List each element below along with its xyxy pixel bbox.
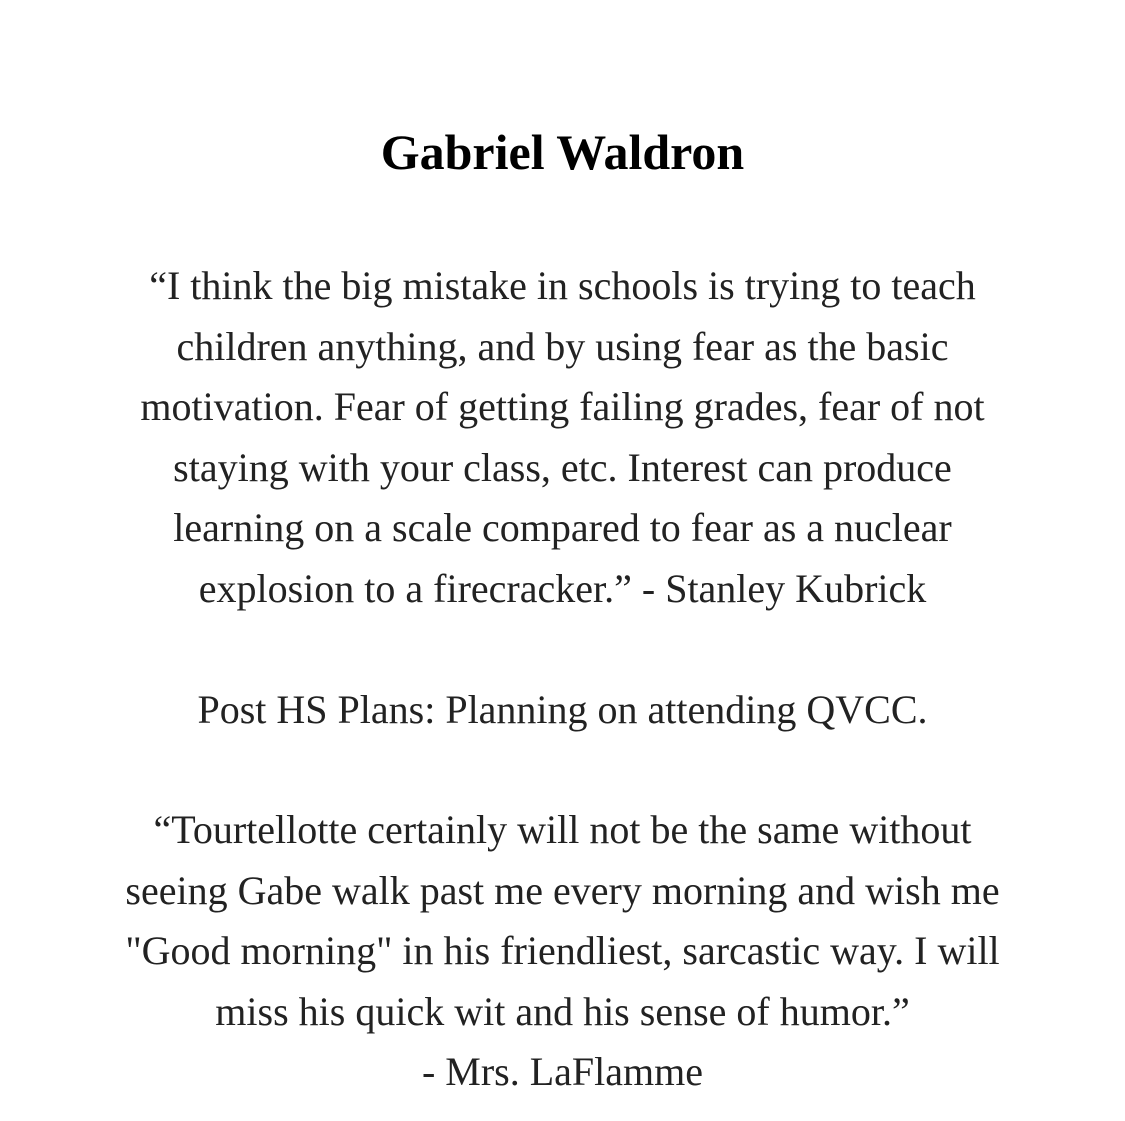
quote-line: learning on a scale compared to fear as a nuclear: [173, 505, 952, 550]
tribute-line: "Good morning" in his friendliest, sarcastic way. I will: [125, 928, 1000, 973]
tribute-line: “Tourtellotte certainly will not be the same without: [153, 807, 972, 852]
plans-text: Post HS Plans: Planning on attending QVCC.: [197, 687, 928, 732]
tribute-attribution: - Mrs. LaFlamme: [421, 1049, 704, 1094]
student-name: Gabriel Waldron: [380, 124, 745, 180]
favorite-quote: [0, 256, 1125, 619]
tribute-line: miss his quick wit and his sense of humor.”: [215, 988, 910, 1034]
post-hs-plans: [0, 680, 1125, 741]
quote-line: children anything, and by using fear as the basic: [176, 323, 949, 369]
tribute-line: seeing Gabe walk past me every morning and wish me: [125, 867, 1000, 913]
teacher-tribute: [0, 800, 1125, 1103]
quote-line: “I think the big mistake in schools is trying to teach: [149, 263, 976, 308]
quote-line: explosion to a firecracker.” - Stanley Kubrick: [198, 565, 927, 611]
quote-line: staying with your class, etc. Interest can produce: [173, 444, 952, 490]
quote-line: motivation. Fear of getting failing grades, fear of not: [140, 384, 985, 429]
